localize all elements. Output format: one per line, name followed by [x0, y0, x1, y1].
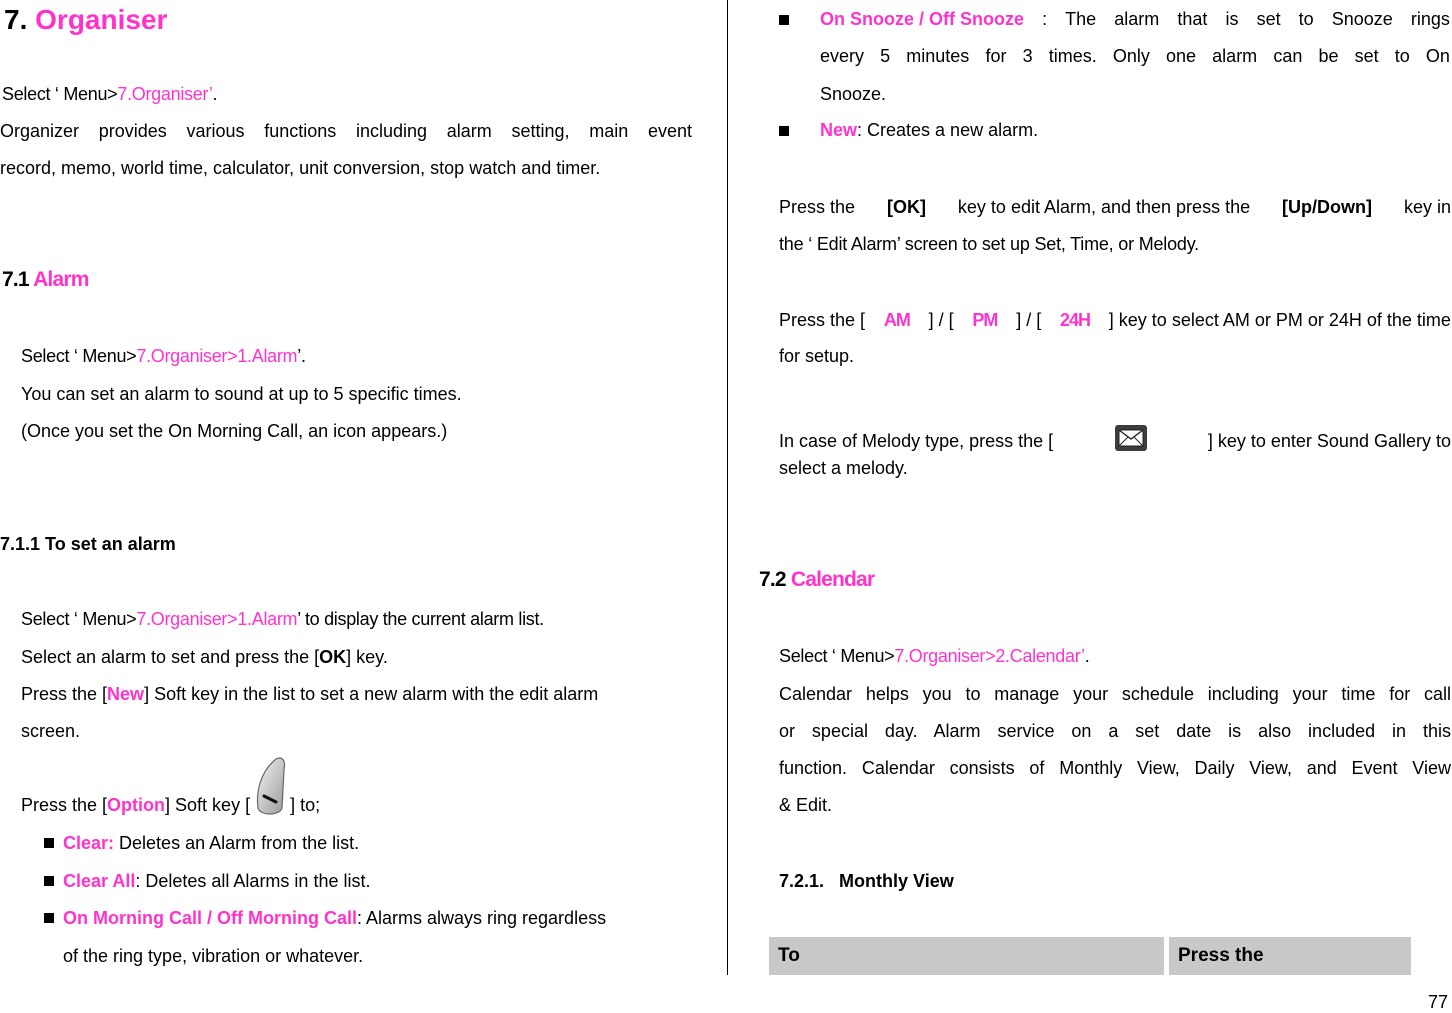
alarm-desc-1: You can set an alarm to sound at up to 5 specific times.: [21, 384, 462, 404]
ok-para-line-2: the ‘ Edit Alarm’ screen to set up Set, Time, or Melody.: [779, 234, 1199, 254]
set-line-new-cont: screen.: [21, 721, 81, 741]
calendar-desc-3: function. Calendar consists of Monthly View, Daily View, and Event View: [779, 758, 1451, 778]
alarm-select-line: Select ‘ Menu>7.Organiser>1.Alarm’.: [21, 346, 306, 366]
ampm-para-line-1: Press the [ AM ] / [ PM ] / [ 24H ] key to select AM or PM or 24H of the time: [779, 310, 1451, 330]
section-heading-7: [4, 4, 167, 36]
bullet-marker: [44, 913, 54, 923]
ok-para-line-1: Press the [OK] key to edit Alarm, and then press the [Up/Down] key in: [779, 197, 1451, 217]
snooze-line-3: Snooze.: [820, 84, 887, 104]
section-heading-7-2: 7.2 Calendar: [759, 568, 875, 591]
page-number: 77: [1428, 992, 1449, 1012]
set-select-line: Select ‘ Menu>7.Organiser>1.Alarm’ to display the current alarm list.: [21, 609, 544, 629]
bullet-marker: [44, 876, 54, 886]
table-header-to: To: [769, 937, 1164, 975]
set-line-new: Press the [New] Soft key in the list to set a new alarm with the edit alarm: [21, 684, 599, 704]
table-header-press: Press the: [1169, 937, 1411, 975]
bullet-marker: [44, 838, 54, 848]
bullet-morning-call: On Morning Call / Off Morning Call: Alarms always ring regardless: [63, 908, 607, 928]
bullet-clear: Clear: Deletes an Alarm from the list.: [63, 833, 360, 853]
softkey-icon: [252, 756, 288, 816]
alarm-desc-2: (Once you set the On Morning Call, an icon appears.): [21, 421, 448, 441]
option-line: Press the [Option] Soft key [ ] to;: [21, 752, 320, 816]
bullet-new: New: Creates a new alarm.: [820, 120, 1039, 140]
snooze-line-2: every 5 minutes for 3 times. Only one alarm can be set to On: [820, 46, 1450, 66]
melody-para-line-1: In case of Melody type, press the [ ] key to enter Sound Gallery to: [779, 412, 1451, 452]
bullet-morning-call-cont: of the ring type, vibration or whatever.: [63, 946, 364, 966]
calendar-desc-1: Calendar helps you to manage your schedule including your time for call: [779, 684, 1451, 704]
heading-number: 7.: [4, 4, 28, 35]
subheading-7-2-1: 7.2.1. Monthly View: [779, 871, 954, 891]
select-menu-line: Select ‘ Menu>7.Organiser’.: [2, 84, 218, 104]
calendar-desc-4: & Edit.: [779, 795, 833, 815]
set-line-ok: Select an alarm to set and press the [OK] key.: [21, 647, 388, 667]
bullet-marker: [779, 15, 789, 25]
heading-title: Organiser: [35, 4, 168, 35]
calendar-select-line: Select ‘ Menu>7.Organiser>2.Calendar’.: [779, 646, 1090, 666]
subheading-7-1-1: 7.1.1 To set an alarm: [0, 534, 176, 554]
column-divider: [727, 0, 728, 975]
bullet-clear-all: Clear All: Deletes all Alarms in the list.: [63, 871, 371, 891]
calendar-desc-2: or special day. Alarm service on a set date is also included in this: [779, 721, 1451, 741]
snooze-line-1: On Snooze / Off Snooze : The alarm that is set to Snooze rings: [820, 9, 1450, 29]
section-heading-7-1: 7.1 Alarm: [2, 268, 89, 291]
ampm-para-line-2: for setup.: [779, 346, 855, 366]
intro-line-1: Organizer provides various functions including alarm setting, main event: [0, 121, 692, 141]
bullet-marker: [779, 126, 789, 136]
melody-para-line-2: select a melody.: [779, 458, 908, 478]
envelope-icon: [1114, 424, 1148, 452]
intro-line-2: record, memo, world time, calculator, unit conversion, stop watch and timer.: [0, 158, 601, 178]
